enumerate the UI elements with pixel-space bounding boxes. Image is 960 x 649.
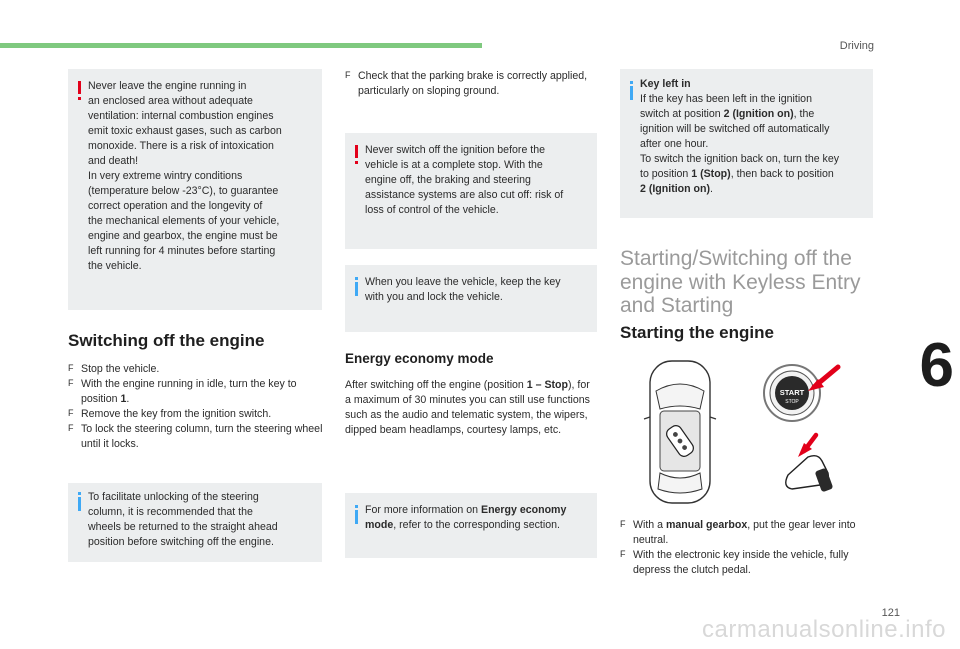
text-line: loss of control of the vehicle. <box>365 204 499 217</box>
heading-starting-engine: Starting the engine <box>620 323 774 342</box>
section-name: Driving <box>839 40 874 52</box>
car-top-view-icon <box>644 361 716 503</box>
text-line: left running for 4 minutes before starting <box>88 245 276 258</box>
section-color-bar <box>0 43 482 48</box>
text-line: emit toxic exhaust gases, such as carbon <box>88 125 282 138</box>
info-box-key-left-in: Key left in If the key has been left in the ignition switch at position 2 (Ignition on), the ignition will be switched off automatically after one hour. To switch the ignition back on, turn the key to position 1 (Stop), then back to position 2 (Ignition on). <box>620 69 873 218</box>
text-line: an enclosed area without adequate <box>88 95 253 108</box>
list-item: F Remove the key from the ignition switch. <box>68 408 272 421</box>
heading-switching-off: Switching off the engine <box>68 331 265 350</box>
list-item: F With the electronic key inside the vehicle, fully depress the clutch pedal. <box>620 549 849 577</box>
info-icon <box>353 505 361 525</box>
list-item: F Check that the parking brake is correctly applied, particularly on sloping ground. <box>345 70 588 98</box>
warning-box-exhaust <box>68 69 322 310</box>
heading-keyless-entry: Starting/Switching off the engine with Keyless Entry and Starting <box>620 247 861 318</box>
text-line: engine off, the braking and steering <box>365 174 531 187</box>
energy-economy-text: After switching off the engine (position 1 – Stop), for a maximum of 30 minutes you can still use functions such as the audio and telematic system, the wipers, dipped beam headlamps, courtesy lamps, etc. <box>345 379 590 437</box>
list-item: F Stop the vehicle. <box>68 363 160 375</box>
watermark: carmanualsonline.info <box>702 616 946 643</box>
list-item: F With the engine running in idle, turn the key to position 1. <box>68 378 297 406</box>
box-title: Key left in <box>640 78 691 90</box>
text-line: correct operation and the longevity of <box>88 200 263 213</box>
info-icon <box>353 277 361 297</box>
chapter-number: 6 <box>919 331 954 400</box>
warning-box-ignition <box>345 133 597 249</box>
text-line: assistance systems are also cut off: risk of <box>365 189 564 202</box>
text-line: To facilitate unlocking of the steering <box>88 491 259 503</box>
foot-pedal-icon <box>786 435 834 492</box>
text-line: position before switching off the engine. <box>88 536 274 549</box>
page-number: 121 <box>881 607 900 619</box>
info-box-keep-key <box>345 265 597 332</box>
info-icon <box>628 81 636 101</box>
text-line: wheels be returned to the straight ahead <box>88 521 278 534</box>
text-line: Never switch off the ignition before the <box>365 144 546 156</box>
info-icon <box>76 492 84 512</box>
text-line: column, it is recommended that the <box>88 506 253 519</box>
text-line: the vehicle. <box>88 260 142 273</box>
switch-off-steps <box>68 362 324 452</box>
text-line: Never leave the engine running in <box>88 80 247 92</box>
text-line: vehicle is at a complete stop. With the <box>365 159 543 172</box>
warning-icon <box>76 81 83 101</box>
car-and-start-button-svg <box>642 357 852 507</box>
text-line: and death! <box>88 155 139 168</box>
text-line: monoxide. There is a risk of intoxication <box>88 140 274 153</box>
list-item: F With a manual gearbox, put the gear lever into neutral. <box>620 519 856 547</box>
text-line: with you and lock the vehicle. <box>365 291 503 304</box>
info-box-steering <box>68 483 322 562</box>
start-stop-button-icon <box>764 365 838 421</box>
text-line: When you leave the vehicle, keep the key <box>365 276 561 288</box>
heading-energy-economy: Energy economy mode <box>345 351 494 366</box>
info-box-energy-ref: For more information on Energy economy mode, refer to the corresponding section. <box>345 493 597 558</box>
parking-brake-check <box>345 69 595 99</box>
stop-label: STOP <box>785 399 799 405</box>
starting-steps <box>620 518 875 578</box>
text-line: engine and gearbox, the engine must be <box>88 230 278 243</box>
warning-icon <box>353 145 360 165</box>
text-line: the mechanical elements of your vehicle, <box>88 215 280 228</box>
text-line: In very extreme wintry conditions <box>88 170 243 183</box>
start-label: START <box>779 388 805 397</box>
text-line: (temperature below -23°C), to guarantee <box>88 185 279 198</box>
list-item: F To lock the steering column, turn the steering wheel until it locks. <box>68 423 323 451</box>
text-line: ventilation: internal combustion engines <box>88 110 274 123</box>
keyless-start-illustration <box>642 357 852 507</box>
